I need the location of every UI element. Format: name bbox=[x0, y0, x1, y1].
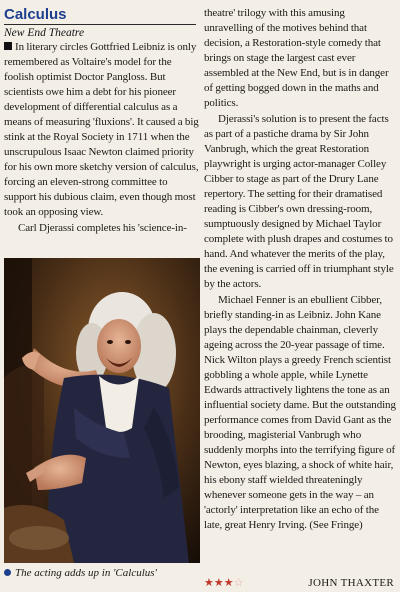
actor-photo-illustration bbox=[4, 258, 200, 563]
paragraph-3: theatre' trilogy with this amusing unravelling of the motives behind that decision, a Restoration-style comedy that brings on stage the largest cast ever assembled at the New End, but is in danger of getting bogged down in the maths and politics. bbox=[204, 7, 389, 109]
caption-text: The acting adds up in 'Calculus' bbox=[15, 567, 157, 579]
paragraph-4: Djerassi's solution is to present the facts as part of a pastiche drama by Sir John Vanbrugh, which the great Restoration playwright is urging actor-manager Colley Cibber to stage as part of the Drury Lane repertory. The setting for their dramatised reading is Cibber's own dressing-room, sumptuously designed by Michael Taylor complete with plush drapes and costumes to hand. And whatever the merits of the play, the evening is carried off in triumphant style by the actors. bbox=[204, 113, 394, 290]
photo-caption bbox=[4, 566, 200, 580]
paragraph-2: Carl Djerassi completes his 'science-in- bbox=[18, 222, 187, 234]
paragraph-1 bbox=[4, 40, 200, 220]
star-rating bbox=[204, 576, 243, 590]
square-bullet-icon bbox=[4, 42, 12, 50]
rating-row bbox=[204, 576, 396, 590]
right-column bbox=[204, 6, 396, 533]
star-icon-empty: ☆ bbox=[233, 576, 244, 589]
author-byline: JOHN THAXTER bbox=[308, 577, 394, 589]
paragraph-1-text: In literary circles Gottfried Leibniz is only remembered as Voltaire's model for the foolish optimist Doctor Pangloss. But scientists owe him a debt for his pioneer development of differential calculus as a means of measuring 'fluxions'. It caused a big stink at the Royal Society in 1711 when the unscrupulous Isaac Newton claimed priority for his own more sketchy version of calculus, forcing an eleven-strong committee to support his dubious claim, even though most took an opposing view. bbox=[4, 41, 199, 218]
venue-name: New End Theatre bbox=[4, 27, 85, 39]
star-icons-filled: ★★★ bbox=[204, 576, 234, 589]
left-column bbox=[4, 6, 200, 236]
production-photo bbox=[4, 258, 200, 563]
caption-bullet-icon bbox=[4, 569, 11, 576]
review-title: Calculus bbox=[4, 6, 67, 23]
title-rule bbox=[4, 24, 196, 25]
paragraph-5: Michael Fenner is an ebullient Cibber, briefly standing-in as Leibniz. John Kane plays the dependable chainman, cleverly ageing across the 20-year passage of time. Nick Wilton plays a greedy French scientist gobbling a whole apple, while Lynette Edwards attractively lightens the tone as an influential society dame. But the outstanding performance comes from David Gant as the brooding, magisterial Vanbrugh who suddenly morphs into the terrifying figure of Newton, eyes blazing, a shock of white hair, his ebony staff wielded threateningly whenever someone gets in the way – an 'actorly' interpretation like an echo of the late, great Henry Irving. (See Fringe) bbox=[204, 294, 396, 531]
